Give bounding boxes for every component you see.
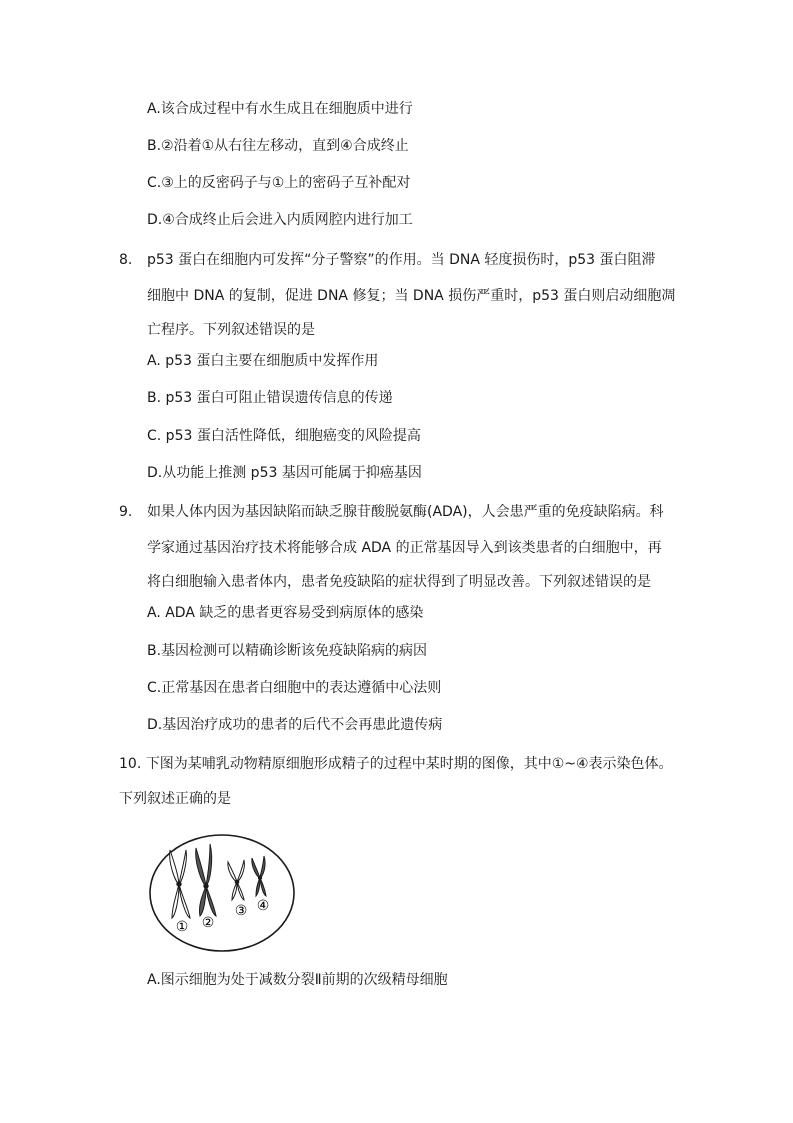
q8-option-c: C. p53 蛋白活性降低，细胞癌变的风险提高 (147, 428, 421, 444)
q9-option-b: B.基因检测可以精确诊断该免疫缺陷病的病因 (147, 643, 428, 659)
q8-stem-line-2: 细胞中 DNA 的复制，促进 DNA 修复；当 DNA 损伤严重时，p53 蛋白则启动细胞凋 (147, 288, 676, 304)
q9-stem-line-2: 学家通过基因治疗技术将能够合成 ADA 的正常基因导入到该类患者的白细胞中，再 (147, 540, 662, 556)
figure-label-1: ① (175, 919, 189, 935)
q9-number: 9. (119, 504, 133, 520)
figure-label-3: ③ (234, 903, 248, 919)
q9-stem-line-1: 如果人体内因为基因缺陷而缺乏腺苷酸脱氨酶(ADA)，人会患严重的免疫缺陷病。科 (147, 504, 664, 520)
q7-option-d: D.④合成终止后会进入内质网腔内进行加工 (147, 212, 413, 228)
q10-stem-line-1: 10. 下图为某哺乳动物精原细胞形成精子的过程中某时期的图像，其中①~④表示染色体。 (119, 756, 673, 772)
q9-stem-line-3: 将白细胞输入患者体内，患者免疫缺陷的症状得到了明显改善。下列叙述错误的是 (147, 574, 651, 590)
q7-option-b: B.②沿着①从右往左移动，直到④合成终止 (147, 138, 409, 154)
cell-membrane (150, 835, 294, 951)
q10-stem-line-2: 下列叙述正确的是 (119, 791, 231, 807)
q8-number: 8. (119, 252, 133, 268)
q8-stem-line-3: 亡程序。下列叙述错误的是 (147, 322, 315, 338)
q8-stem-line-1: p53 蛋白在细胞内可发挥“分子警察”的作用。当 DNA 轻度损伤时，p53 蛋白阻滞 (147, 252, 656, 268)
q9-option-d: D.基因治疗成功的患者的后代不会再患此遗传病 (147, 717, 443, 733)
q8-option-a: A. p53 蛋白主要在细胞质中发挥作用 (147, 353, 379, 369)
q9-option-c: C.正常基因在患者白细胞中的表达遵循中心法则 (147, 680, 442, 696)
q8-option-b: B. p53 蛋白可阻止错误遗传信息的传递 (147, 390, 393, 406)
figure-label-4: ④ (256, 898, 270, 914)
q7-option-c: C.③上的反密码子与①上的密码子互补配对 (147, 175, 411, 191)
cell-chromosome-figure (148, 832, 298, 954)
figure-label-2: ② (201, 915, 215, 931)
q9-option-a: A. ADA 缺乏的患者更容易受到病原体的感染 (147, 605, 424, 621)
q7-option-a: A.该合成过程中有水生成且在细胞质中进行 (147, 101, 413, 117)
q10-option-a: A.图示细胞为处于减数分裂Ⅱ前期的次级精母细胞 (147, 972, 448, 988)
q8-option-d: D.从功能上推测 p53 基因可能属于抑癌基因 (147, 465, 422, 481)
